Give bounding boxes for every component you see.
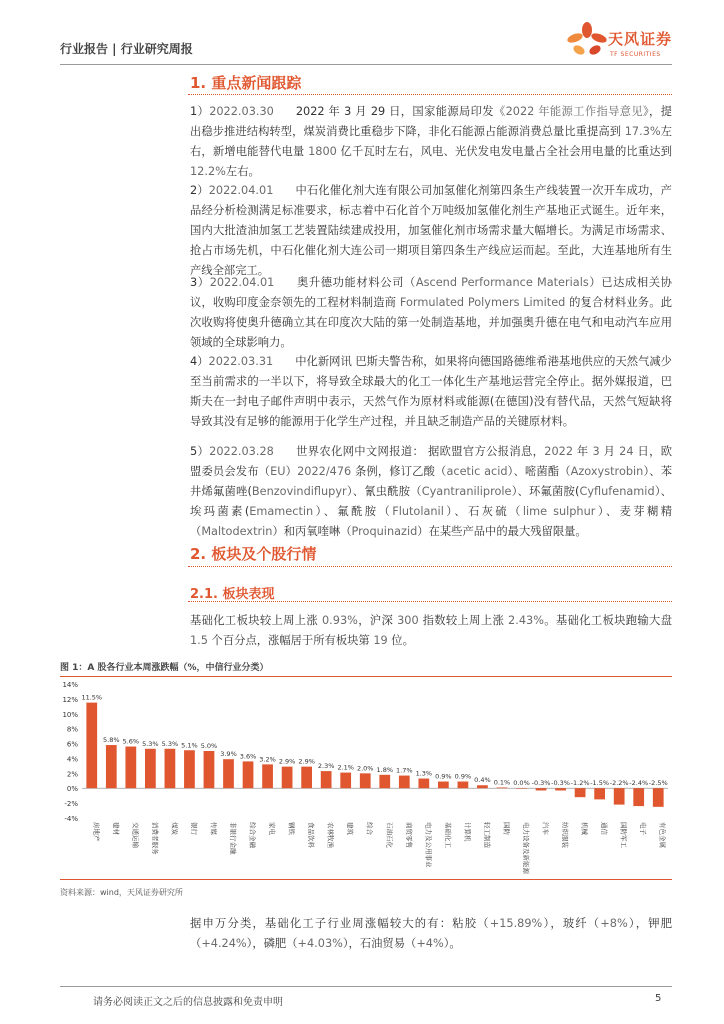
bar xyxy=(594,788,605,799)
bar xyxy=(165,749,176,788)
bar xyxy=(360,773,371,788)
category-label: 电子 xyxy=(639,822,648,835)
category-label: 机械 xyxy=(580,822,589,835)
category-label: 煤炭 xyxy=(170,822,179,835)
industry-weekly-change-chart xyxy=(60,676,672,876)
category-label: 国防军工 xyxy=(619,822,628,848)
news-item-4: 4）2022.03.31 中化新网讯 巴斯夫警告称，如果将向德国路德维希港基地供应的天然气减少至当前需求的一半以下，将导致全球最大的化工一体化生产基地运营完全停止。据外媒报道，巴斯夫在一封电子邮件声明中表示，天然气作为原材料或能源(在德国)没有替代品，天然气短缺将导致其没有足够的能源用于化学生产过程，并且缺乏制造产品的关键原材料。 xyxy=(190,355,672,428)
data-label: 1.3% xyxy=(415,769,433,778)
bar xyxy=(653,788,664,807)
category-label: 电力及公用事业 xyxy=(424,822,433,868)
data-label: 11.5% xyxy=(81,693,103,702)
category-label: 钢铁 xyxy=(287,822,296,835)
data-label: -0.3% xyxy=(531,779,551,788)
y-tick-label: 0% xyxy=(66,785,78,794)
data-label: 2.9% xyxy=(298,757,315,766)
category-label: 农林牧渔 xyxy=(326,822,335,848)
header-divider xyxy=(60,64,672,65)
data-label: 3.6% xyxy=(239,752,257,761)
bar xyxy=(340,773,351,789)
bar xyxy=(633,788,644,806)
board-performance-text: 基础化工板块较上周上涨 0.93%，沪深 300 指数较上周上涨 2.43%。基础化工板块跑输大盘 1.5 个百分点，涨幅居于所有板块第 19 位。 xyxy=(190,614,672,647)
bar xyxy=(555,788,566,790)
category-label: 电力设备及新能源 xyxy=(522,822,530,874)
y-tick-label: 14% xyxy=(62,681,78,689)
category-label: 家电 xyxy=(268,822,277,835)
figure-title: 图 1：A 股各行业本周涨跌幅（%，中信行业分类） xyxy=(60,663,269,673)
bar xyxy=(145,749,156,788)
category-label: 商贸零售 xyxy=(404,822,413,848)
news-item-3: 3）2022.04.01 奥升德功能材料公司（Ascend Performance Materials）已达成相关协议，收购印度金奈领先的工程材料制造商 Formulated Polymers Limited 的复合材料业务。此次收购将使奥升德确立其在印度次大陆的第一处制造基地，并加强奥升德在电气和电动汽车应用领域的全球影响力。 xyxy=(190,276,673,349)
section-2-heading: 2. 板块及个股行情 xyxy=(190,545,317,563)
data-label: -2.2% xyxy=(609,779,629,788)
data-label: -1.2% xyxy=(570,779,590,788)
data-label: 1.7% xyxy=(396,766,413,775)
y-tick-label: -2% xyxy=(64,800,78,809)
sub-industry-text: 据申万分类，基础化工子行业周涨幅较大的有：粘胶（+15.89%），玻纤（+8%），钾肥（+4.24%），磷肥（+4.03%），石油贸易（+4%）。 xyxy=(190,917,672,950)
category-label: 非银行金融 xyxy=(229,822,237,855)
y-tick-label: 6% xyxy=(66,740,78,749)
news-item-5: 5）2022.03.28 世界农化网中文网报道： 据欧盟官方公报消息，2022 年 3 月 24 日，欧盟委员会发布（EU）2022/476 条例，修订乙酸（acetic acid）、嘧菌酯（Azoxystrobin）、苯井烯氟菌唑(Benzovindiflupyr）、氰虫酰胺（Cyantraniliprole）、环氟菌胺(Cyflufenamid）、埃玛菌素(Emamectin）、氟酰胺（Flutolanil）、石灰硫（lime sulphur）、麦芽糊精（Maltodextrin）和丙氧喹啉（Proquinazid）在某些产品中的最大残留限量。 xyxy=(190,445,673,538)
data-label: 5.3% xyxy=(142,739,159,748)
bar xyxy=(86,703,97,789)
y-tick-label: 10% xyxy=(62,710,78,719)
y-tick-label: 8% xyxy=(66,725,78,734)
data-label: -0.3% xyxy=(551,779,570,788)
category-label: 有色金属 xyxy=(658,822,667,848)
logo-flower-icon xyxy=(565,20,609,64)
category-label: 建筑 xyxy=(346,822,355,835)
section-2-1-underline xyxy=(188,601,672,602)
bar xyxy=(516,788,527,789)
data-label: 5.8% xyxy=(103,736,120,745)
bar xyxy=(614,788,625,804)
bar xyxy=(282,767,293,789)
data-label: 0.0% xyxy=(513,779,530,788)
data-label: 2.0% xyxy=(356,764,374,773)
bar xyxy=(438,782,449,789)
bar xyxy=(321,771,332,788)
news-item-1: 1）2022.03.30 2022 年 3 月 29 日，国家能源局印发《2022 年能源工作指导意见》，提出稳步推进结构转型，煤炭消费比重稳步下降，非化石能源占能源消费总量比重提高到 17.3%左右，新增电能替代电量 1800 亿千瓦时左右，风电、光伏发电发电量占全社会用电量的比重达到 12.2%左右。 xyxy=(190,105,672,178)
bar xyxy=(575,788,586,797)
category-label: 消费者服务 xyxy=(150,822,159,855)
report-type-label: 行业报告 | 行业研究周报 xyxy=(60,42,193,56)
bar xyxy=(106,745,117,788)
category-label: 汽车 xyxy=(541,822,550,835)
company-logo xyxy=(565,20,675,66)
data-label: 2.1% xyxy=(337,763,354,772)
category-label: 食品饮料 xyxy=(307,822,316,848)
news-item-2: 2）2022.04.01 中石化催化剂大连有限公司加氢催化剂第四条生产线装置一次开车成功，产品经分析检测满足标准要求，标志着中石化首个万吨级加氢催化剂生产基地正式诞生。近年来，国内大批渣油加氢工艺装置陆续建成投用，加氢催化剂市场需求量大幅增长。为满足市场需求、抢占市场先机，中石化催化剂大连公司一期项目第四条生产线应运而起。至此，大连基地所有生产线全部完工。 xyxy=(190,184,672,277)
category-label: 通信 xyxy=(600,822,609,835)
section-2-1-heading: 2.1. 板块表现 xyxy=(190,587,275,602)
data-label: 0.4% xyxy=(474,776,491,785)
data-label: 2.3% xyxy=(317,762,335,771)
logo-company-name: 天风证券 xyxy=(608,30,673,48)
category-label: 石油石化 xyxy=(385,822,394,848)
category-label: 综合金融 xyxy=(248,822,257,848)
data-label: 1.8% xyxy=(376,765,394,774)
bar xyxy=(262,764,273,788)
y-tick-label: 2% xyxy=(66,770,78,779)
data-label: 5.1% xyxy=(181,741,198,750)
category-label: 轻工制造 xyxy=(482,822,491,848)
data-label: 2.9% xyxy=(278,757,296,766)
bar xyxy=(204,751,215,788)
category-label: 建材 xyxy=(111,822,120,835)
logo-company-name-en: TF SECURITIES xyxy=(610,51,661,58)
bar xyxy=(379,775,390,788)
figure-source: 资料来源：wind，天风证券研究所 xyxy=(60,888,183,897)
section-2-underline xyxy=(188,566,672,567)
data-label: -2.4% xyxy=(629,779,649,788)
y-tick-label: 4% xyxy=(66,755,78,764)
bar xyxy=(477,785,488,788)
category-label: 房地产 xyxy=(92,822,101,842)
footer-disclaimer: 请务必阅读正文之后的信息披露和免责申明 xyxy=(93,997,283,1008)
bar xyxy=(184,750,195,788)
data-label: 0.9% xyxy=(435,772,452,781)
bar xyxy=(418,779,429,789)
category-label: 基础化工 xyxy=(443,822,452,848)
category-label: 国防 xyxy=(502,822,511,835)
bar xyxy=(301,767,312,789)
bar xyxy=(536,788,547,790)
category-label: 传媒 xyxy=(209,822,218,835)
category-label: 纺织服装 xyxy=(561,822,570,848)
bar xyxy=(243,761,254,788)
data-label: -2.5% xyxy=(648,779,668,788)
data-label: -1.5% xyxy=(590,779,610,788)
y-tick-label: -4% xyxy=(64,815,78,823)
bar xyxy=(497,787,508,788)
data-label: 3.2% xyxy=(259,755,276,764)
data-label: 3.9% xyxy=(220,750,237,759)
category-label: 交通运输 xyxy=(131,822,140,848)
data-label: 5.0% xyxy=(200,742,218,750)
data-label: 5.6% xyxy=(122,737,140,746)
figure-bottom-rule xyxy=(60,879,672,880)
category-label: 银行 xyxy=(189,822,198,835)
category-label: 计算机 xyxy=(463,822,472,842)
section-1-heading: 1. 重点新闻跟踪 xyxy=(190,74,302,92)
data-label: 0.1% xyxy=(493,778,511,787)
data-label: 5.3% xyxy=(161,739,179,748)
footer-divider xyxy=(60,986,672,987)
data-label: 0.9% xyxy=(454,772,472,781)
bar xyxy=(223,759,234,788)
page-number: 5 xyxy=(655,993,662,1004)
bar xyxy=(399,776,410,789)
bar xyxy=(125,747,136,789)
category-label: 综合 xyxy=(365,822,374,835)
section-1-underline xyxy=(188,94,672,95)
y-tick-label: 12% xyxy=(62,695,78,704)
bar xyxy=(458,782,469,789)
